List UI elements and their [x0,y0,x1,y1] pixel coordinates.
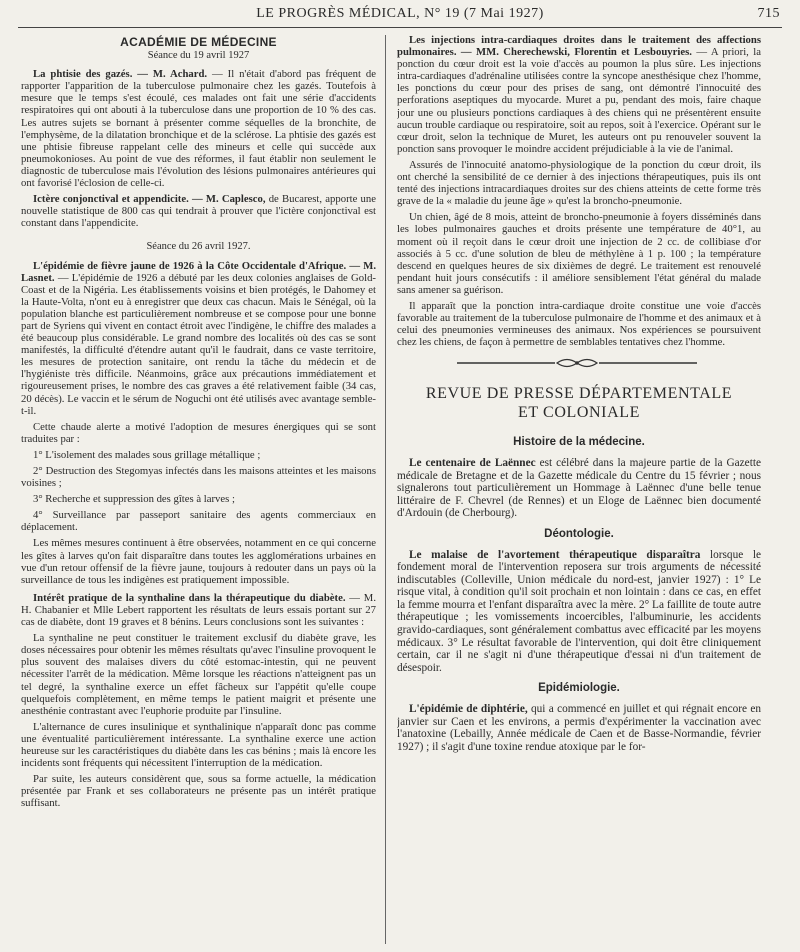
article-ictere [21,193,376,229]
paragraph: Assurés de l'innocuité anatomo-physiologique de la ponction du cœur droit, ils ont cherché la sensibilité de ce dernier à des injections thérapeutiques, puis ils ont tenté des injections intracardiaques droites sur des chiens atteints de cette forme très grave de la « maladie du jeune âge » qu'est la broncho-pneumonie. [397,158,761,208]
header-rule [18,27,782,28]
right-column [397,34,761,952]
paragraph: Cette chaude alerte a motivé l'adoption de mesures énergiques qui se sont traduites par : [21,420,376,445]
article-lead: Ictère conjonctival et appendicite. — M. Caplesco, [33,193,266,206]
article-laennec [397,457,761,520]
revue-title-line2: ET COLONIALE [518,404,640,422]
revue-title [397,384,761,422]
revue-title-line1: REVUE DE PRESSE DÉPARTEMENTALE [425,385,733,403]
article-text: — A priori, la ponction du cœur droit est la voie d'accès au poumon la plus sûre. Les injections intra-cardiaques d'adrénaline utilisées contre la syncope anesthésique chez l'homme, les ponctions du cœur pour des prises de sang, ont démontré l'innocuité des perforations aseptiques du myocarde. Muret a pu, pendant des mois, faire chaque jour une ou plusieurs ponctions cardiaques à des chiens qui ne présentèrent ensuite aucun trouble cardiaque ou respiratoire, soit au repos, soit à l'exercice. Opérant sur le cœur droit, selon la technique de Muret, les auteurs ont pu renouveler souvent la ponction sans provoquer le moindre accident préjudiciable à la vie de l'animal. [397,46,761,155]
paragraph: Il apparaît que la ponction intra-cardiaque droite constitue une voie d'accès favorable au traitement de la tuberculose pulmonaire de l'homme et des animaux et à celui des pneumonies vermineuses des animaux. Nos expériences se poursuivent chez les chiens, de façon à permettre de semblables tentatives chez l'homme. [397,299,761,349]
paragraph: Un chien, âgé de 8 mois, atteint de broncho-pneumonie à foyers disséminés dans les lobes pulmonaires gauches et droits présente une température de 40°1, au moment où il reçoit dans le cœur droit une injection de 2 cc. de collibiase d'or associés à 5 cc. d'une solution de bleu de méthylène à 1 p. 100 ; la température descend en quelques heures de six dixièmes de degré. Le traitement est renouvelé pendant huit jours consécutifs : il améliore sensiblement l'état général du malade sans amener sa guérison. [397,211,761,296]
column-divider [385,35,386,944]
paragraph: L'alternance de cures insulinique et synthalinique n'apparaît donc pas comme une éventualité particulièrement intéressante. La synthaline exerce une action heureuse sur les caractéristiques du diabète dans les cas bénins ; mais là encore les incidents sont fréquents qui nécessitent l'interruption de la médication. [21,720,376,770]
article-synthaline [21,592,376,628]
article-text: de Bucarest, apporte une nouvelle statistique de 800 cas qui tendrait à prouver que l'ictère conjonctival est constant dans l'appendicite. [21,193,376,230]
article-diphterie [397,703,761,753]
paragraph: Par suite, les auteurs considèrent que, sous sa forme actuelle, la médication présentée par Frank et ses collaborateurs ne présente pas un intérêt pratique suffisant. [21,773,376,810]
running-header [20,6,780,26]
right-lower [397,436,761,753]
article-lead: La phtisie des gazés. — M. Achard. [33,68,208,81]
article-text: — L'épidémie de 1926 a débuté par les deux colonies anglaises de Gold-Coast et de la Nigéria. Les établissements voisins et bien protégés, le Dahomey et la Haute-Volta, n'ont eu à enregistrer que deux cas chacun. Mais le Sénégal, où la population blanche est particulièrement nombreuse et se compose pour une bonne part de Syriens qui vivent en contact étroit avec l'indigène, le chiffre des malades a été beaucoup plus considérable. Le grand nombre des localités où des cas se sont manifestés, la difficulté d'étendre autant qu'il le faudrait, dans ce vaste territoire, les mesures de protection sanitaire, ont rendu la tâche du médecin et de l'hygiéniste très difficile. Néanmoins, grâce aux précautions immédiatement et rigoureusement prises, le nombre des cas graves a été relativement faible (34 cas, 20 décès). Le vaccin et le sérum de Noguchi ont été utilisés avec avantage semble-t-il. [21,271,376,417]
article-lead: Le malaise de l'avortement thérapeutique disparaîtra [409,548,701,561]
page-number: 715 [757,6,780,21]
session-date: Séance du 26 avril 1927. [146,241,251,253]
article-text: qui a commencé en juillet et qui régnait encore en janvier sur Caen et les environs, a permis d'expérimenter la vaccination avec l'anatoxine (Lebailly, Année médicale de Caen et de Basse-Normandie, février 1927) ; il s'agit d'une toxine rendue atoxique par le for- [397,703,761,753]
article-lead: L'épidémie de fièvre jaune de 1926 à la Côte Occidentale d'Afrique. — M. Lasnet. [21,259,376,284]
paragraph: La synthaline ne peut constituer le traitement exclusif du diabète grave, les doses nécessaires pour obtenir les mêmes résultats qu'avec l'insuline provoquent le plus souvent des malaises divers du côté estomac-intestin, qui ne peuvent nécessiter l'arrêt de la médication. Même lorsque les réactions n'atteignent pas un tel degré, la synthaline exerce un effet fâcheux sur l'appétit qu'elle coupe quelquefois complètement, en même temps le patient maigrit et présente une anesthénie contrastant avec l'euphorie produite par l'insuline. [21,632,376,717]
subsection-heading: Déontologie. [544,527,614,540]
article-text: — Il n'était d'abord pas fréquent de rapporter l'apparition de la tuberculose pulmonaire chez les gazés. Toutefois à mesure que le temps s'est écoulé, ces malades ont fait une série d'accidents respiratoires qui ont abouti à la tuberculose dans une proportion de 10 % des cas. Les autres sujets se bornant à présenter comme séquelles de la bronchite, de l'emphysème, de la dilatation bronchique et de la sclérose. La phtisie des gazés est une phtisie fibreuse rappelant celle des mineurs et celle qui succède aux pneumokonioses. Au point de vue des réformes, il faut établir non seulement le diagnostic de tuberculose mais l'évolution des lésions pulmonaires antérieures qui ont favorisé l'éclosion de celle-ci. [21,68,376,190]
article-lead: Intérêt pratique de la synthaline dans la thérapeutique du diabète. [33,591,346,604]
left-column [21,34,376,952]
article-text: — M. H. Chabanier et Mlle Lebert rapportent les résultats de leurs essais portant sur 27 cas de diabète, dont 19 graves et 8 bénins. Leurs conclusions sont les suivantes : [21,591,376,629]
article-lead: L'épidémie de diphtérie, [409,703,528,716]
section-title: ACADÉMIE DE MÉDECINE [120,35,277,49]
ornament-divider [397,352,761,378]
article-phtisie [21,68,376,189]
list-item: 4° Surveillance par passeport sanitaire des agents commerciaux en déplacement. [21,509,376,534]
article-lead: Les injections intra-cardiaques droites dans le traitement des affections pulmonaires. — MM. Cherechewski, Florentin et Lesbouyries. [397,34,761,59]
ornament-rule-icon [457,356,697,370]
session-date: Séance du 19 avril 1927 [147,50,250,62]
article-text: lorsque le fondement moral de l'intervention reposera sur trois arguments de nécessité indiscutables (Colleville, Union médicale du nord-est, janvier 1927) : 1° Le risque vital, à condition qu'il soit prochain et non lointain : dans ce cas, en effet la femme mourra et l'enfant disparaîtra avec la mère. 2° La faillite de toute autre thérapeutique ; les vomissements incoercibles, l'albuminurie, les accidents gravido-cardiaques, sont généralement combattus avec efficacité par les moyens médicaux. 3° Le résultat favorable de l'intervention, qui doit être cliniquement certain, car il ne s'agit ni d'une thérapeutique d'essai ni d'un traitement de désespoir. [397,548,761,674]
list-item: 3° Recherche et suppression des gîtes à larves ; [33,493,235,506]
article-avortement [397,549,761,675]
paragraph: Les mêmes mesures continuent à être observées, notamment en ce qui concerne les gîtes à larves qu'on fait disparaître dans toutes les agglomérations urbaines en vue d'un retour offensif de la fièvre jaune, toujours à redouter dans un pays où la surveillance de tous les indigènes est pratiquement impossible. [21,537,376,586]
right-upper [397,34,761,348]
header-title: LE PROGRÈS MÉDICAL, N° 19 (7 Mai 1927) [256,6,544,21]
subsection-heading: Epidémiologie. [538,682,620,695]
subsection-heading: Histoire de la médecine. [513,436,645,449]
article-injections [397,34,761,155]
article-text: est célébré dans la majeure partie de la Gazette médicale de Bretagne et de la Gazette médicale du Centre du 15 février ; nous signalerons tout particulièrement un Hommage à Laënnec d'une belle tenue littéraire de F. Chevrel (de Rennes) et un Eloge de Laënnec bien documenté d'Ardouin (de Cherbourg). [397,456,761,520]
article-lead: Le centenaire de Laënnec [409,456,536,469]
list-item: 2° Destruction des Stegomyas infectés dans les maisons atteintes et les maisons voisines ; [21,465,376,490]
article-fievre-jaune [21,260,376,417]
list-item: 1° L'isolement des malades sous grillage métallique ; [33,448,261,461]
